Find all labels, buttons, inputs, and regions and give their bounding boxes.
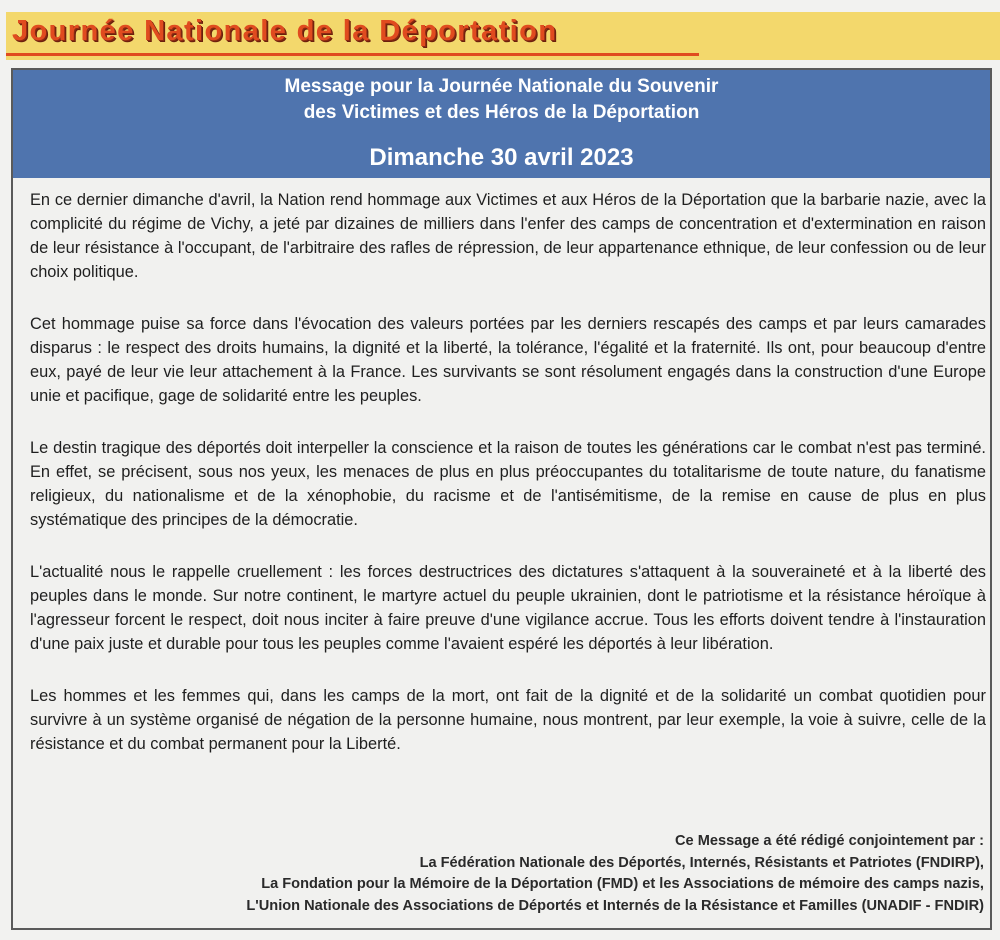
credit-unadif: L'Union Nationale des Associations de Déportés et Internés de la Résistance et Familles (UNADIF - FNDIR) — [246, 897, 984, 914]
paragraph-2: Cet hommage puise sa force dans l'évocation des valeurs portées par les derniers rescapés des camps et par leurs camarades disparus : le respect des droits humains, la dignité et la liberté, la tolérance, l'égalité et la fraternité. Ils ont, pour beaucoup d'entre eux, payé de leur vie leur attachement à la France. Les survivants se sont résolument engagés dans la construction d'une Europe unie et pacifique, gage de solidarité entre les peuples. — [30, 315, 986, 405]
header-date: Dimanche 30 avril 2023 — [369, 144, 634, 171]
credit-fndirp: La Fédération Nationale des Déportés, Internés, Résistants et Patriotes (FNDIRP), — [419, 854, 984, 871]
header-line-2: des Victimes et des Héros de la Déportation — [303, 102, 700, 123]
paragraph-4: L'actualité nous le rappelle cruellement : les forces destructrices des dictatures s'attaquent à la souveraineté et à la liberté des peuples dans le monde. Sur notre continent, le martyre actuel du peuple ukrainien, dont le patriotisme et la résistance héroïque à l'agresseur forcent le respect, doit nous inciter à faire preuve d'une vigilance accrue. Tous les efforts doivent tendre à l'instauration d'une paix juste et durable pour tous les peuples comme l'avaient espéré les déportés à leur libération. — [30, 563, 986, 653]
message-body — [30, 188, 986, 784]
paragraph-3: Le destin tragique des déportés doit interpeller la conscience et la raison de toutes les générations car le combat n'est pas terminé. En effet, se précisent, sous nos yeux, les menaces de plus en plus préoccupantes du totalitarisme de toute nature, du fanatisme religieux, du nationalisme et de la xénophobie, du racisme et de l'antisémitisme, de la remise en cause de plus en plus systématique des principes de la démocratie. — [30, 439, 986, 529]
credit-fmd: La Fondation pour la Mémoire de la Déportation (FMD) et les Associations de mémoire des camps nazis, — [261, 876, 984, 892]
credits-intro: Ce Message a été rédigé conjointement par : — [675, 833, 984, 849]
header-line-1: Message pour la Journée Nationale du Souvenir — [284, 76, 719, 97]
message-header — [13, 70, 990, 178]
credits-block — [246, 831, 984, 917]
title-underline — [6, 53, 699, 56]
paragraph-5: Les hommes et les femmes qui, dans les camps de la mort, ont fait de la dignité et de la solidarité un combat quotidien pour survivre à un système organisé de négation de la personne humaine, nous montrent, par leur exemple, la voie à suivre, celle de la résistance et du combat permanent pour la Liberté. — [30, 687, 986, 753]
paragraph-1: En ce dernier dimanche d'avril, la Nation rend hommage aux Victimes et aux Héros de la Déportation que la barbarie nazie, avec la complicité du régime de Vichy, a jeté par dizaines de milliers dans l'enfer des camps de concentration et d'extermination en raison de leur résistance à l'occupant, de l'arbitraire des rafles de répression, de leur appartenance ethnique, de leur confession ou de leur choix politique. — [30, 191, 986, 281]
page-title: Journée Nationale de la Déportation — [12, 15, 558, 47]
